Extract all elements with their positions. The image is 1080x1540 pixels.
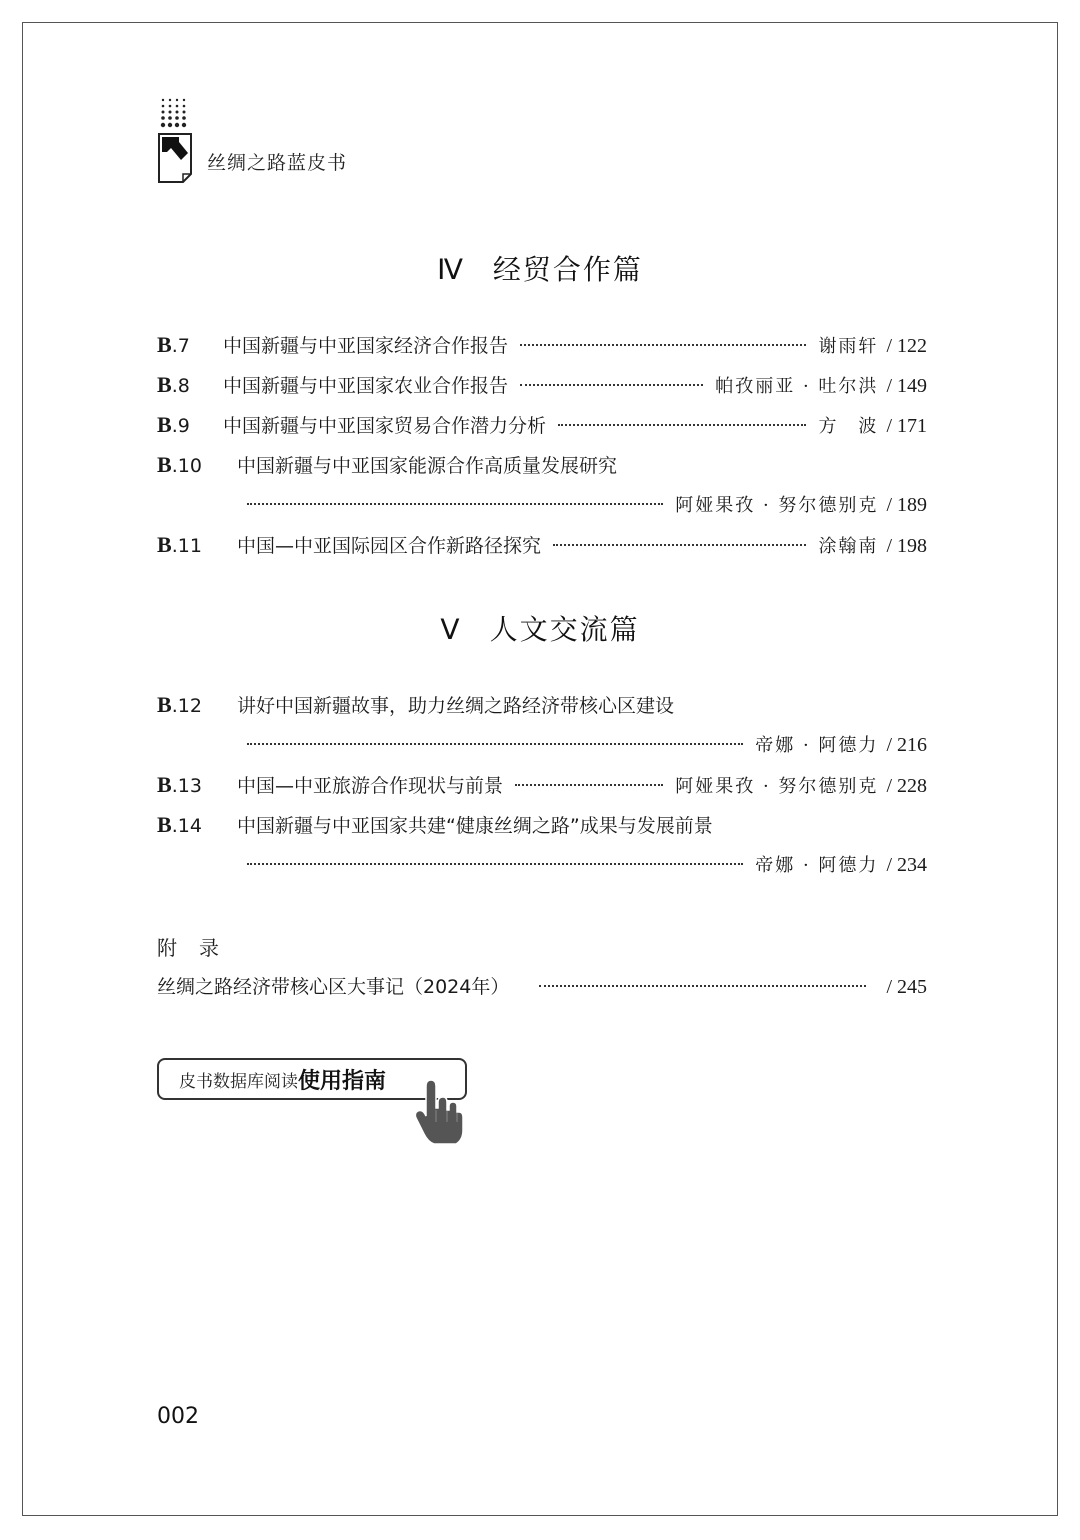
entry-author: 涂翰南	[818, 536, 879, 557]
guide-small-text: 皮书数据库阅读	[179, 1071, 298, 1092]
entry-page: / 228	[886, 775, 927, 797]
entry-code: B.12	[157, 692, 202, 717]
entry-author: 帝娜 · 阿德力	[755, 735, 879, 756]
entry-page: / 189	[886, 494, 927, 516]
entry-title: 讲好中国新疆故事，助力丝绸之路经济带核心区建设	[237, 695, 675, 717]
entry-title: 中国—中亚国际园区合作新路径探究	[237, 535, 542, 557]
entry-author: 帕孜丽亚 · 吐尔洪	[715, 376, 879, 397]
section-title-iv	[0, 248, 1080, 288]
entry-author: 方 波	[818, 416, 879, 437]
section-numeral: Ⅴ	[440, 615, 462, 646]
toc-entry-b10[interactable]	[157, 450, 927, 480]
entry-code: B.9	[157, 412, 190, 437]
entry-code: B.7	[157, 332, 190, 357]
appendix-label: 附录	[157, 936, 241, 960]
section-title-text: 人文交流篇	[489, 613, 640, 646]
dot-leader	[553, 544, 806, 546]
dot-leader	[520, 344, 806, 346]
entry-title: 中国新疆与中亚国家农业合作报告	[223, 375, 509, 397]
entry-page: / 171	[886, 415, 927, 437]
entry-code: B.14	[157, 812, 202, 837]
entry-page: / 122	[886, 335, 927, 357]
toc-entry-b8[interactable]	[157, 370, 927, 400]
entry-title: 中国新疆与中亚国家经济合作报告	[223, 335, 509, 357]
dot-leader	[247, 503, 663, 505]
dot-leader	[247, 863, 743, 865]
entry-page: / 198	[886, 535, 927, 557]
section-title-v	[0, 608, 1080, 648]
dot-leader	[520, 384, 703, 386]
entry-page: / 234	[886, 854, 927, 876]
dot-leader	[539, 985, 866, 987]
entry-page: / 245	[886, 976, 927, 998]
entry-code: B.11	[157, 532, 202, 557]
section-title-text: 经贸合作篇	[492, 253, 643, 286]
series-title: 丝绸之路蓝皮书	[207, 152, 348, 174]
entry-code: B.13	[157, 772, 202, 797]
page-frame	[22, 22, 1058, 1516]
entry-page: / 216	[886, 734, 927, 756]
entry-code: B.10	[157, 452, 202, 477]
toc-entry-b12[interactable]	[157, 690, 927, 720]
dot-leader	[558, 424, 806, 426]
entry-author: 帝娜 · 阿德力	[755, 855, 879, 876]
blue-book-logo-icon	[157, 96, 193, 186]
dot-leader	[515, 784, 663, 786]
entry-code: B.8	[157, 372, 190, 397]
section-numeral: Ⅳ	[437, 255, 465, 286]
toc-entry-b7[interactable]	[157, 330, 927, 360]
pointing-hand-icon	[412, 1078, 466, 1148]
toc-entry-appendix[interactable]	[157, 972, 927, 1002]
toc-entry-b13[interactable]	[157, 770, 927, 800]
dot-leader	[247, 743, 743, 745]
entry-author: 阿娅果孜 · 努尔德别克	[675, 495, 879, 516]
entry-title: 中国—中亚旅游合作现状与前景	[237, 775, 504, 797]
entry-author: 谢雨轩	[818, 336, 879, 357]
guide-big-text: 使用指南	[298, 1067, 387, 1094]
page-number: 002	[157, 1404, 199, 1429]
toc-entry-b12-leader-line[interactable]	[247, 730, 927, 760]
entry-title: 中国新疆与中亚国家能源合作高质量发展研究	[237, 455, 618, 477]
toc-entry-b9[interactable]	[157, 410, 927, 440]
entry-title: 丝绸之路经济带核心区大事记（2024年）	[157, 976, 510, 998]
toc-entry-b14[interactable]	[157, 810, 927, 840]
toc-entry-b10-leader-line[interactable]	[247, 490, 927, 520]
entry-author: 阿娅果孜 · 努尔德别克	[675, 776, 879, 797]
toc-entry-b14-leader-line[interactable]	[247, 850, 927, 880]
entry-title: 中国新疆与中亚国家共建“健康丝绸之路”成果与发展前景	[237, 815, 713, 837]
toc-entry-b11[interactable]	[157, 530, 927, 560]
entry-page: / 149	[886, 375, 927, 397]
entry-title: 中国新疆与中亚国家贸易合作潜力分析	[223, 415, 547, 437]
